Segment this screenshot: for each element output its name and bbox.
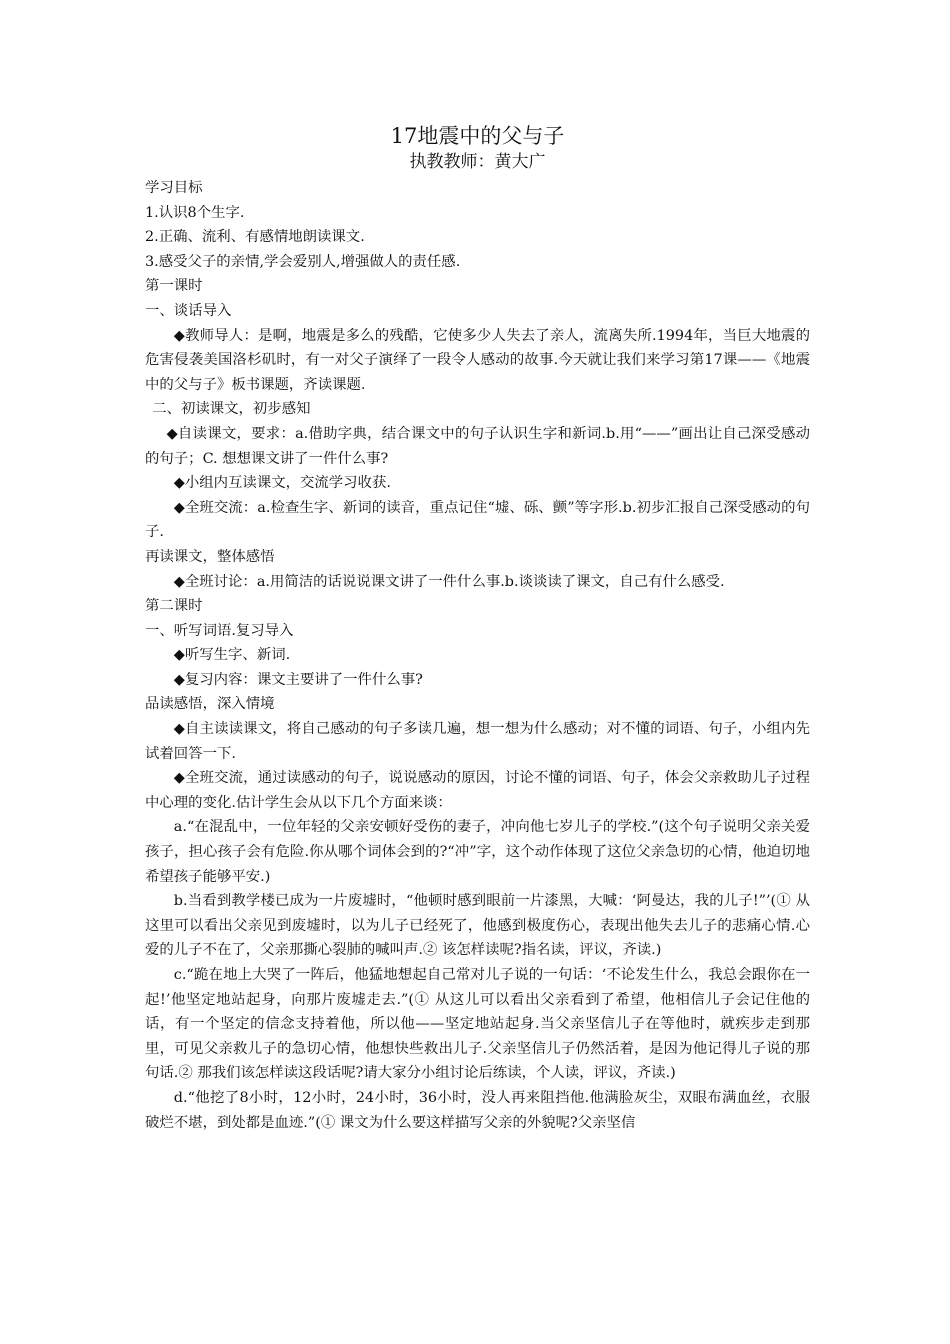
- paragraph: ◆全班讨论：a.用简洁的话说说课文讲了一件什么事.b.谈谈读了课文，自己有什么感受.: [173, 573, 725, 590]
- analysis-item-b: b.当看到教学楼已成为一片废墟时，“他顿时感到眼前一片漆黑，大喊：‘阿曼达，我的儿子!”’(① 从这里可以看出父亲见到废墟时，以为儿子已经死了，他感到极度伤心，表现出他失去儿子的悲痛心情.心爱的儿子不在了，父亲那撕心裂肺的喊叫声.② 该怎样读呢?指名读，评议，齐读.): [145, 893, 810, 959]
- paragraph: ◆自读课文，要求：a.借助字典，结合课文中的句子认识生字和新词.b.用“——”画出让自己深受感动的句子；C. 想想课文讲了一件什么事?: [145, 425, 810, 467]
- document-title: 17地震中的父与子: [390, 124, 565, 148]
- paragraph: ◆小组内互读课文，交流学习收获.: [173, 475, 391, 492]
- paragraph: ◆全班交流：a.检查生字、新词的读音，重点记住“墟、砾、颤”等字形.b.初步汇报自己深受感动的句子.: [145, 499, 810, 541]
- section-heading: 再读课文，整体感悟: [145, 548, 275, 565]
- teacher-line: 执教教师：黄大广: [409, 152, 546, 172]
- paragraph: ◆教师导人：是啊，地震是多么的残酷，它使多少人失去了亲人，流离失所.1994年，当巨大地震的危害侵袭美国洛杉矶时，有一对父子演绎了一段令人感动的故事.今天就让我们来学习第17课——《地震中的父与子》板书课题，齐读课题.: [145, 327, 810, 393]
- goal-item: 1.认识8个生字.: [145, 204, 245, 221]
- paragraph: ◆全班交流，通过读感动的句子，说说感动的原因，讨论不懂的词语、句子，体会父亲救助儿子过程中心理的变化.估计学生会从以下几个方面来谈：: [145, 770, 810, 811]
- section-heading: 一、听写词语.复习导入: [145, 622, 294, 639]
- lesson2-heading: 第二课时: [145, 598, 203, 615]
- lesson1-heading: 第一课时: [145, 278, 203, 295]
- analysis-item-d: d.“他挖了8小时，12小时，24小时，36小时，没人再来阻挡他.他满脸灰尘，双眼布满血丝，衣服破烂不堪，到处都是血迹.”(① 课文为什么要这样描写父亲的外貌呢?父亲坚信: [145, 1089, 810, 1131]
- document-page: [145, 122, 810, 1135]
- goals-heading: 学习目标: [145, 180, 203, 196]
- section-heading: 一、谈话导入: [145, 302, 232, 319]
- paragraph: ◆听写生字、新词.: [173, 647, 291, 664]
- analysis-item-c: c.“跪在地上大哭了一阵后，他猛地想起自己常对儿子说的一句话：‘不论发生什么，我总会跟你在一起!’他坚定地站起身，向那片废墟走去.”(① 从这儿可以看出父亲看到了希望，他相信儿子会记住他的话，有一个坚定的信念支持着他，所以他——坚定地站起身.当父亲坚信儿子在等他时，就疾步走到那里，可见父亲救儿子的急切心情，他想快些救出儿子.父亲坚信儿子仍然活着，是因为他记得儿子说的那句话.② 那我们该怎样读这段话呢?请大家分小组讨论后练读，个人读，评议，齐读.): [145, 967, 810, 1082]
- section-heading: 二、初读课文，初步感知: [152, 401, 311, 418]
- paragraph: ◆自主读读课文，将自己感动的句子多读几遍，想一想为什么感动；对不懂的词语、句子，小组内先试着回答一下.: [145, 721, 810, 762]
- goal-item: 3.感受父子的亲情,学会爱别人,增强做人的责任感.: [145, 253, 461, 270]
- goal-item: 2.正确、流利、有感情地朗读课文.: [145, 229, 365, 246]
- analysis-item-a: a.“在混乱中，一位年轻的父亲安顿好受伤的妻子，冲向他七岁儿子的学校.”(这个句子说明父亲关爱孩子，担心孩子会有危险.你从哪个词体会到的?“冲”字，这个动作体现了这位父亲急切的心情，他迫切地希望孩子能够平安.): [145, 819, 810, 885]
- section-heading: 品读感悟，深入情境: [145, 696, 275, 713]
- paragraph: ◆复习内容：课文主要讲了一件什么事?: [173, 671, 423, 688]
